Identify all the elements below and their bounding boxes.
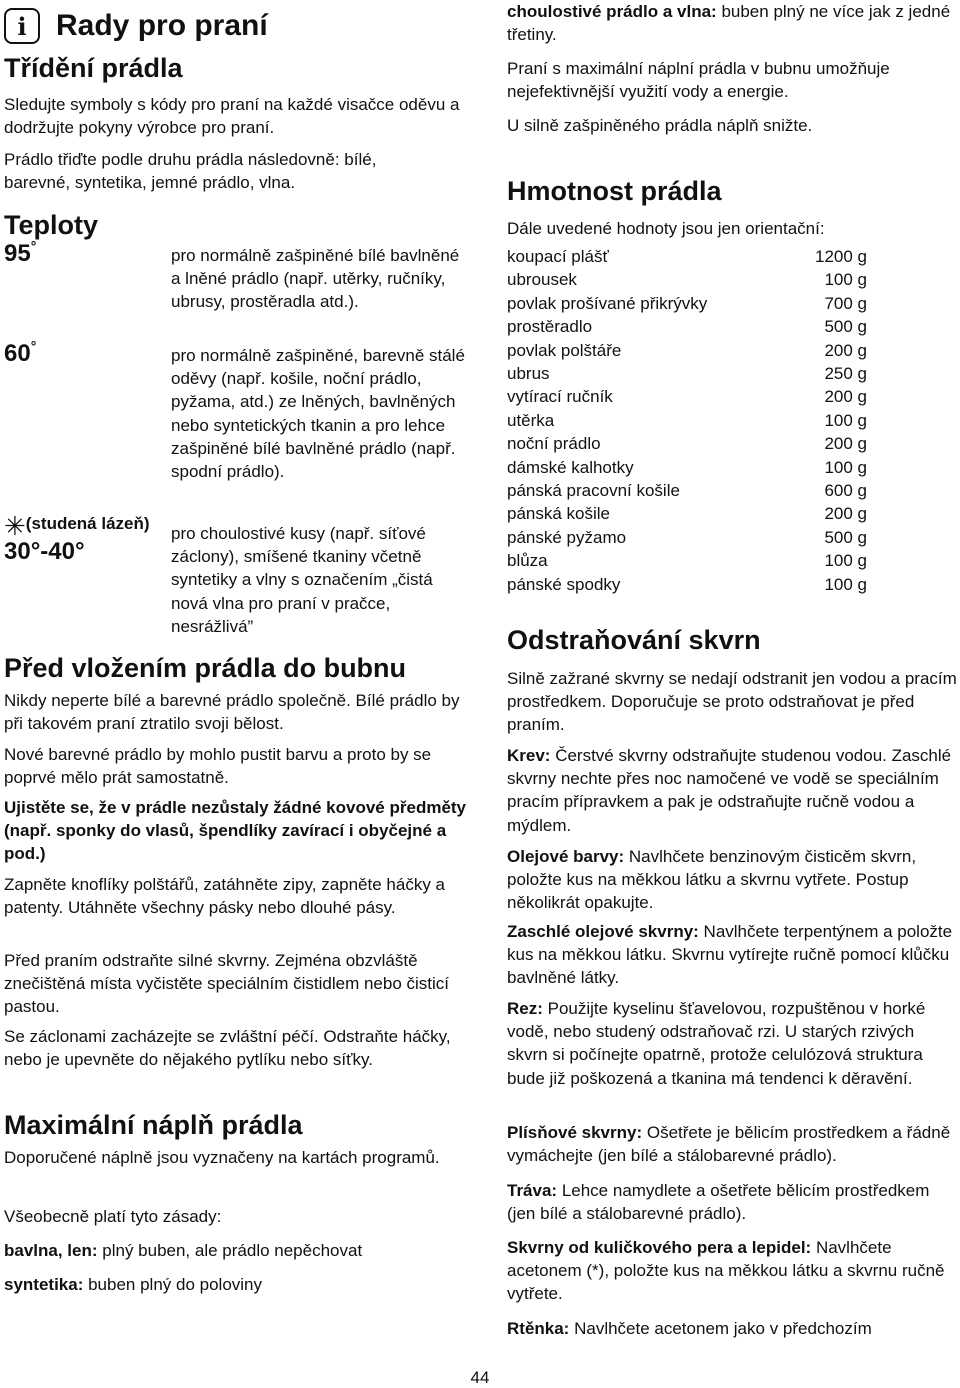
maxload-p3: Praní s maximální náplní prádla v bubnu umožňuje nejefektivnější využití vody a energie. bbox=[507, 59, 890, 102]
weight-heading: Hmotnost prádla bbox=[507, 176, 722, 206]
weight-row: povlak prošívané přikrývky 700 g bbox=[507, 293, 867, 313]
page-number: 44 bbox=[470, 1368, 490, 1387]
stain-mold: Plísňové skvrny: Ošetřete je bělicím prostředkem a řádně vymáchejte (jen bílé a stálobarevné prádlo). bbox=[507, 1123, 951, 1166]
sorting-p1: Sledujte symboly s kódy pro praní na každé visačce oděvu a dodržujte pokyny výrobce pro praní. bbox=[4, 95, 460, 138]
stains-heading: Odstraňování skvrn bbox=[507, 625, 761, 655]
weight-row: utěrka 100 g bbox=[507, 410, 867, 430]
stain-oil-paint: Olejové barvy: Navlhčete benzinovým čisticěm skvrn, položte kus na měkkou látku a skvrnu vytřete. Postup několikrát opakujte. bbox=[507, 847, 917, 913]
weight-table bbox=[507, 245, 867, 596]
maxload-cotton: bavlna, len: plný buben, ale prádlo nepěchovat bbox=[4, 1241, 363, 1260]
weight-row: ubrousek 100 g bbox=[507, 270, 867, 290]
before-p2: Nové barevné prádlo by mohlo pustit barvu a proto by se poprvé mělo prát samostatně. bbox=[4, 745, 432, 788]
temp-60-desc: pro normálně zašpiněné, barevně stálé oděvy (např. košile, noční prádlo, pyžama, atd.) ze lněných, bavlněných nebo syntetických tkanin a pro lehce zašpiněné bílé bavlněné prádlo (např. spodní prádlo). bbox=[171, 346, 465, 482]
stain-dried-oil: Zaschlé olejové skvrny: Navlhčete terpentýnem a položte kus na měkkou látku. Skvrnu vytírejte ručně pomocí klůčku bavlněné látky. bbox=[507, 922, 953, 988]
weight-row: ubrus 250 g bbox=[507, 364, 867, 384]
weight-row: povlak polštáře 200 g bbox=[507, 340, 867, 360]
weight-row: noční prádlo 200 g bbox=[507, 434, 867, 454]
maxload-synthetic: syntetika: buben plný do poloviny bbox=[4, 1275, 263, 1294]
weight-row: vytírací ručník 200 g bbox=[507, 387, 867, 407]
before-p5: Před praním odstraňte silné skvrny. Zejména obzvláště znečištěná místa vyčistěte speciálním čistidlem nebo čisticí pastou. bbox=[4, 951, 450, 1017]
maxload-heading: Maximální náplň prádla bbox=[4, 1110, 303, 1140]
weight-row: dámské kalhotky 100 g bbox=[507, 457, 867, 477]
maxload-p2: Všeobecně platí tyto zásady: bbox=[4, 1207, 222, 1226]
weight-row: pánské spodky 100 g bbox=[507, 574, 867, 594]
snowflake-icon: ✳ bbox=[4, 511, 26, 541]
title-bar bbox=[4, 4, 268, 48]
maxload-p1: Doporučené náplně jsou vyznačeny na kartách programů. bbox=[4, 1148, 440, 1167]
stains-intro: Silně zažrané skvrny se nedají odstranit jen vodou a pracím prostředkem. Doporučuje se proto odstraňovat je před praním. bbox=[507, 669, 957, 735]
before-p4: Zapněte knoflíky polštářů, zatáhněte zipy, zapněte háčky a patenty. Utáhněte všechny pásky nebo dlouhé pásy. bbox=[4, 875, 446, 918]
weight-row: blůza 100 g bbox=[507, 551, 867, 571]
before-p3: Ujistěte se, že v prádle nezůstaly žádné kovové předměty (např. sponky do vlasů, špendlíky zavírací i obyčejné a pod.) bbox=[4, 798, 467, 864]
temp-95-label: 95° bbox=[4, 238, 37, 267]
weight-row: pánská pracovní košile 600 g bbox=[507, 481, 867, 501]
weight-row: pánská košile 200 g bbox=[507, 504, 867, 524]
page-title: Rady pro praní bbox=[56, 9, 268, 42]
weight-row: pánské pyžamo 500 g bbox=[507, 527, 867, 547]
weight-intro: Dále uvedené hodnoty jsou jen orientační: bbox=[507, 219, 825, 238]
maxload-p4: U silně zašpiněného prádla náplň snižte. bbox=[507, 116, 813, 135]
before-heading: Před vložením prádla do bubnu bbox=[4, 653, 407, 683]
stain-rust: Rez: Použijte kyselinu šťavelovou, rozpuštěnou v horké vodě, nebo studený odstraňovač rzi. U starých rzivých skvrn si počínejte opatrně, protože celulózová struktura bude již poškozená a tkanina má tendenci k děravění. bbox=[507, 999, 926, 1088]
temp-cold-desc: pro choulostivé kusy (např. síťové záclony), smíšené tkaniny včetně syntetiky a vlny s označením „čistá nová vlna pro praní v pračce, nesrážlivá” bbox=[171, 524, 433, 636]
temp-95-desc: pro normálně zašpiněné bílé bavlněné a lněné prádlo (např. utěrky, ručníky, ubrusy, prostěradla atd.). bbox=[171, 246, 460, 312]
before-p6: Se záclonami zacházejte se zvláštní péčí. Odstraňte háčky, nebo je upevněte do nějakého pytlíku nebo síťky. bbox=[4, 1027, 451, 1070]
stain-grass: Tráva: Lehce namydlete a ošetřete bělicím prostředkem (jen bílé a stálobarevné prádlo). bbox=[507, 1181, 930, 1224]
stain-lipstick: Rtěnka: Navlhčete acetonem jako v předchozím bbox=[507, 1319, 872, 1338]
maxload-delicate: choulostivé prádlo a vlna: buben plný ne více jak z jedné třetiny. bbox=[507, 2, 951, 45]
sorting-heading: Třídění prádla bbox=[4, 53, 183, 83]
temp-30-40-label: 30°-40° bbox=[4, 538, 85, 565]
weight-row: koupací plášť 1200 g bbox=[507, 247, 867, 266]
before-p1: Nikdy neperte bílé a barevné prádlo společně. Bílé prádlo by při takovém praní ztratilo svoji bělost. bbox=[4, 691, 460, 734]
temperatures-heading: Teploty bbox=[4, 210, 98, 240]
sorting-p2: Prádlo třiďte podle druhu prádla následovně: bílé, barevné, syntetika, jemné prádlo, vlna. bbox=[4, 150, 377, 193]
info-icon: i bbox=[4, 8, 40, 44]
temp-60-label: 60° bbox=[4, 338, 37, 367]
stain-pen-glue: Skvrny od kuličkového pera a lepidel: Navlhčete acetonem (*), položte kus na měkkou látku a skvrnu ručně vytřete. bbox=[507, 1238, 945, 1304]
weight-row: prostěradlo 500 g bbox=[507, 317, 867, 337]
stain-blood: Krev: Čerstvé skvrny odstraňujte studenou vodou. Zaschlé skvrny nechte přes noc namočené ve vodě se speciálním pracím přípravkem a pak je odstraňujte ručně vodou a mýdlem. bbox=[507, 746, 952, 835]
temp-cold-label: ✳ (studená lázeň) bbox=[4, 511, 150, 541]
